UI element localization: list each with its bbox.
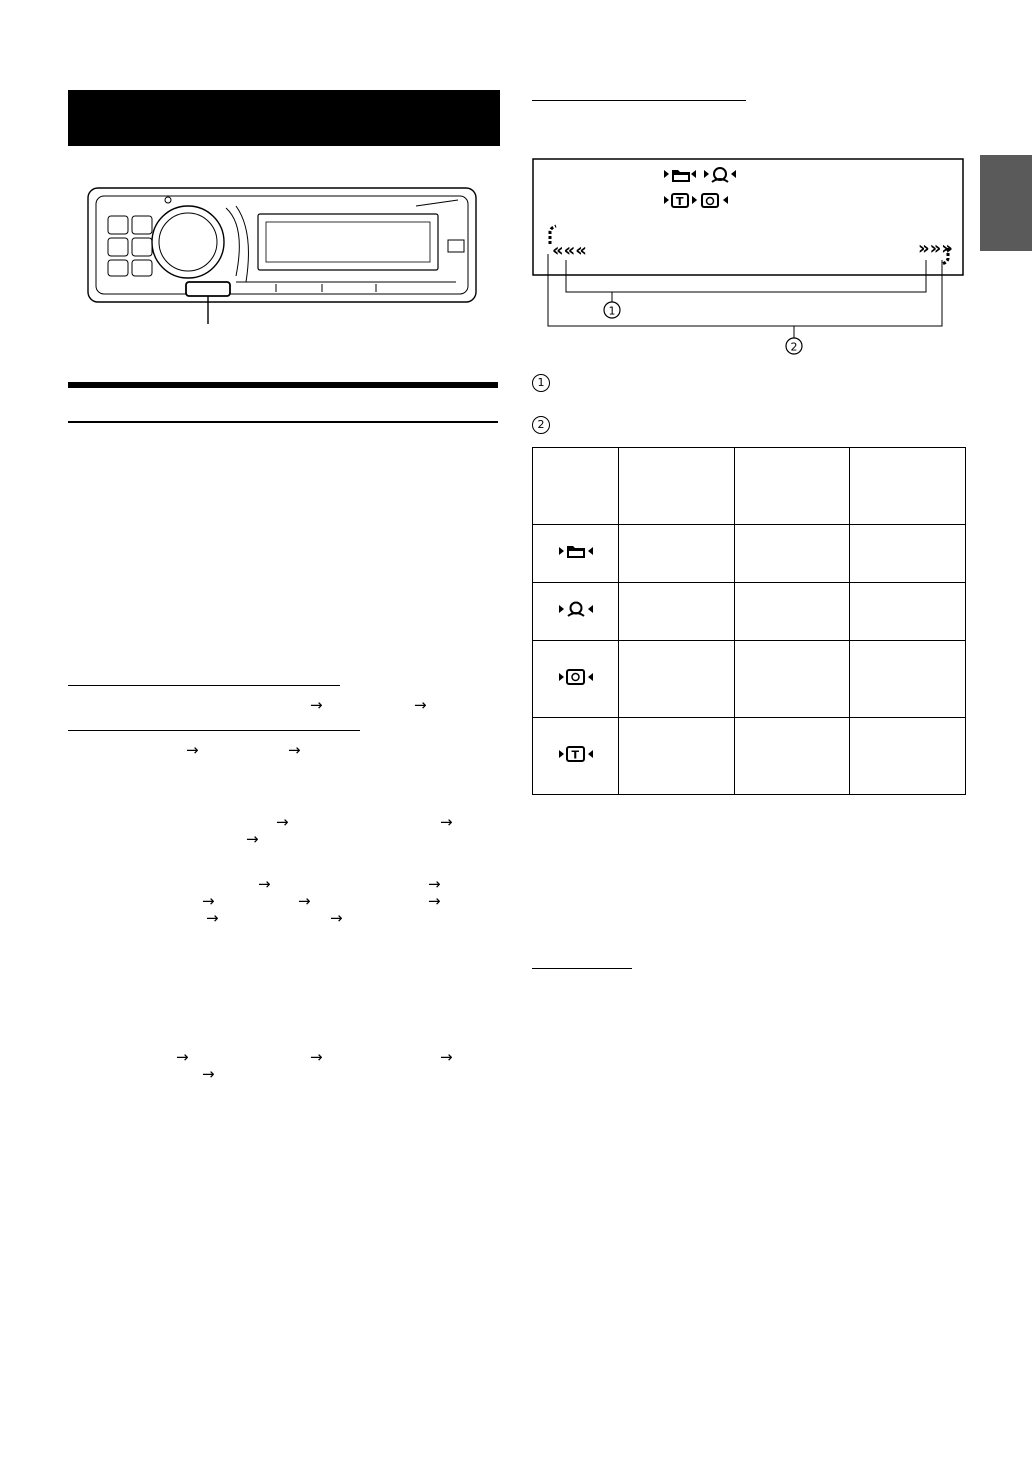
svg-text:T: T [676, 195, 684, 208]
head-unit-illustration [86, 186, 480, 326]
flow-arrow: → [276, 813, 289, 831]
table-cell [850, 641, 966, 718]
svg-text:1: 1 [608, 304, 616, 318]
table-row [533, 641, 966, 718]
artist-icon [559, 600, 593, 618]
flow-arrow: → [310, 1048, 323, 1066]
table-header-cell [533, 448, 619, 525]
flow-arrow: → [258, 875, 271, 893]
setting-heading-underline-2 [68, 730, 360, 731]
flow-arrow: → [176, 1048, 189, 1066]
table-cell [850, 718, 966, 795]
flow-arrow: → [440, 813, 453, 831]
table-icon-cell [533, 718, 619, 795]
table-header-row [533, 448, 966, 525]
table-cell [850, 525, 966, 583]
section-title-bar [68, 90, 500, 146]
flow-arrow: → [440, 1048, 453, 1066]
table-icon-cell [533, 641, 619, 718]
right-scroll-marker: »»» [918, 238, 953, 259]
flow-arrow: → [428, 875, 441, 893]
rotary-knob [152, 206, 224, 278]
svg-text:2: 2 [790, 340, 798, 354]
note-callout-1: 1 [532, 374, 550, 392]
section-rule-thick [68, 382, 498, 388]
table-cell [619, 525, 735, 583]
table-cell [619, 718, 735, 795]
note-callout-2: 2 [532, 416, 550, 434]
table-header-cell [619, 448, 735, 525]
display-icon-table [532, 447, 966, 795]
chapter-side-tab [980, 155, 1032, 251]
flow-arrow: → [310, 696, 323, 714]
title-icon [559, 746, 593, 762]
table-row [533, 525, 966, 583]
highlighted-button [186, 282, 230, 296]
table-cell [734, 641, 850, 718]
album-icon [559, 669, 593, 685]
flow-arrow: → [298, 892, 311, 910]
table-cell [734, 718, 850, 795]
flow-arrow: → [330, 909, 343, 927]
table-icon-cell [533, 583, 619, 641]
table-row [533, 583, 966, 641]
flow-arrow: → [206, 909, 219, 927]
svg-text:T: T [571, 748, 579, 761]
flow-arrow: → [428, 892, 441, 910]
flow-arrow: → [414, 696, 427, 714]
table-header-cell [850, 448, 966, 525]
lower-heading-underline [532, 968, 632, 969]
setting-heading-underline-1 [68, 685, 340, 686]
flow-arrow: → [246, 830, 259, 848]
right-heading-underline [532, 100, 746, 101]
left-scroll-marker: ««« [552, 240, 587, 261]
table-cell [734, 583, 850, 641]
folder-icon [559, 543, 593, 559]
flow-arrow: → [202, 892, 215, 910]
table-row [533, 718, 966, 795]
section-rule-thin [68, 421, 498, 423]
display-diagram [532, 156, 966, 356]
flow-arrow: → [288, 741, 301, 759]
table-cell [850, 583, 966, 641]
table-header-cell [734, 448, 850, 525]
table-cell [619, 641, 735, 718]
table-cell [619, 583, 735, 641]
table-cell [734, 525, 850, 583]
flow-arrow: → [202, 1065, 215, 1083]
table-icon-cell [533, 525, 619, 583]
flow-arrow: → [186, 741, 199, 759]
